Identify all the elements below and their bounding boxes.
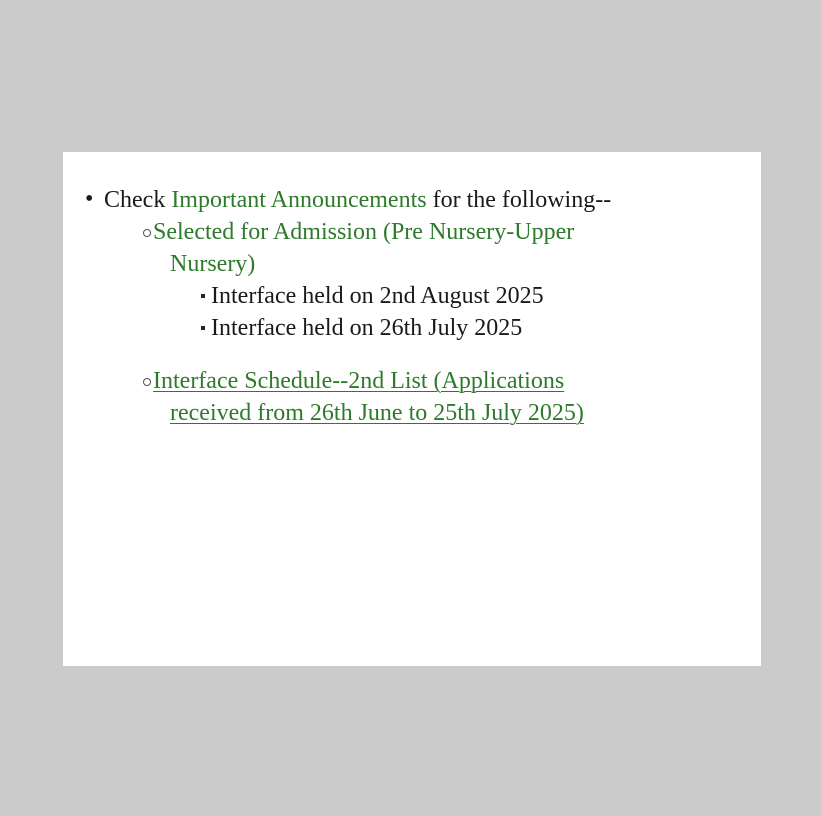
admission-heading-line1: Selected for Admission (Pre Nursery-Upper	[153, 219, 575, 245]
intro-line	[104, 184, 611, 216]
announcement-slide	[63, 152, 761, 666]
circle-bullet-icon	[143, 229, 151, 237]
interface-schedule-link-line2[interactable]: received from 26th June to 25th July 2025)	[170, 400, 584, 426]
intro-before: Check	[104, 187, 172, 213]
bullet-dot: •	[85, 186, 94, 212]
interface-schedule-link-line1[interactable]: Interface Schedule--2nd List (Applications	[153, 368, 565, 394]
intro-after: for the following--	[426, 187, 612, 213]
square-bullet-icon	[201, 294, 205, 298]
important-announcements-label: Important Announcements	[171, 187, 427, 213]
square-bullet-icon	[201, 326, 205, 330]
admission-heading-line2: Nursery)	[170, 251, 256, 277]
interface-item: Interface held on 26th July 2025	[211, 315, 523, 341]
circle-bullet-icon	[143, 378, 151, 386]
interface-item: Interface held on 2nd August 2025	[211, 283, 544, 309]
